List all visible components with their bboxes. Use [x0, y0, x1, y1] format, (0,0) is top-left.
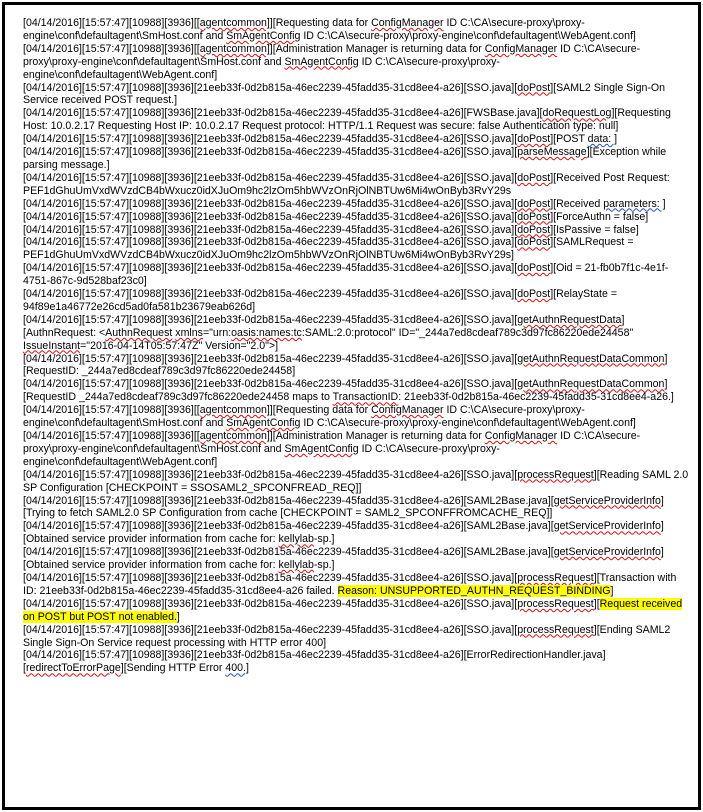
spellcheck-flagged-text: processRequest [517, 468, 594, 481]
spellcheck-flagged-text: xmlns [175, 326, 203, 339]
log-entry [23, 224, 691, 237]
log-text: [04/14/2016][15:57:47][10988][3936][21eeb33f-0d2b815a-46ec2239-45fadd35-31cd8ee4-a26][FWSBase.java][ [23, 107, 543, 120]
spellcheck-flagged-text: getAuthnRequestDataCommon [517, 352, 665, 365]
log-text: ID C:\CA\secure-proxy\proxy-engine\conf\defaultagent\SmHost.conf and [23, 430, 641, 455]
spellcheck-flagged-text: [[agentcommon]] [193, 17, 273, 29]
log-text: ][IsPassive = false] [550, 223, 639, 236]
spellcheck-flagged-text: doPost [517, 81, 551, 94]
log-text: ID C:\CA\secure-proxy\proxy-engine\conf\defaultagent\WebAgent.conf] [23, 442, 500, 468]
log-text: [04/14/2016][15:57:47][10988][3936][21eeb33f-0d2b815a-46ec2239-45fadd35-31cd8ee4-a26][SAML2Base.java][ [23, 546, 554, 559]
highlighted-text: Reason: UNSUPPORTED_AUTHN_REQUEST_BINDING [337, 584, 611, 597]
log-text: ][RequestID: _244a7ed8cdeaf789c3d97fc86220ede24458] [23, 352, 668, 378]
spellcheck-flagged-text: processRequest [517, 571, 594, 584]
log-text: [04/14/2016][15:57:47][10988][3936][21eeb33f-0d2b815a-46ec2239-45fadd35-31cd8ee4-a26][ErrorRedirectionHandler.java][ [23, 649, 606, 675]
log-entry [23, 598, 691, 624]
log-text: [04/14/2016][15:57:47][10988][3936][21eeb33f-0d2b815a-46ec2239-45fadd35-31cd8ee4-a26][SSO.java][ [23, 223, 518, 236]
spellcheck-flagged-text: getAuthnRequestData [517, 313, 622, 326]
log-entry [23, 172, 691, 198]
log-text: ][Sending HTTP Error [120, 662, 226, 675]
log-entry [23, 146, 691, 172]
log-text: ][ForceAuthn = false] [550, 210, 649, 223]
log-text: [04/14/2016][15:57:47][10988][3936][21eeb33f-0d2b815a-46ec2239-45fadd35-31cd8ee4-a26][SSO.java][ [23, 133, 518, 146]
spellcheck-flagged-text: getServiceProviderInfo [553, 494, 661, 507]
log-text: :SAML:2.0:protocol" ID="_244a7ed8cdeaf789c3d97fc86220ede24458" [301, 326, 634, 339]
log-entry [23, 495, 691, 521]
log-entry [23, 133, 691, 146]
grammar-flagged-text: 400.] [225, 662, 249, 675]
log-text: ID C:\CA\secure-proxy\proxy-engine\conf\defaultagent\WebAgent.conf] [23, 55, 500, 81]
log-entry [23, 624, 691, 650]
log-text: [04/14/2016][15:57:47][10988][3936] [23, 430, 194, 442]
log-text: ][POST [550, 133, 588, 146]
spellcheck-flagged-text: IssueInstant [23, 339, 81, 352]
log-entry [23, 198, 691, 211]
spellcheck-flagged-text: [[agentcommon]] [193, 430, 273, 442]
spellcheck-flagged-text: kellylab [278, 559, 314, 572]
log-text-body [23, 17, 691, 675]
grammar-flagged-text: data: ] [587, 133, 618, 146]
log-text: [04/14/2016][15:57:47][10988][3936][21eeb33f-0d2b815a-46ec2239-45fadd35-31cd8ee4-a26][SSO.java][ [23, 597, 518, 610]
log-text: ][SAML2 Single Sign-On Service received POST request.] [23, 81, 666, 107]
log-text: ][Ending SAML2 Single Sign-On Service request processing with HTTP error 400] [23, 623, 671, 649]
log-text: [04/14/2016][15:57:47][10988][3936][21eeb33f-0d2b815a-46ec2239-45fadd35-31cd8ee4-a26][SSO.java][ [23, 146, 518, 159]
log-entry [23, 236, 691, 262]
log-text: ][Obtained service provider information from cache for: [23, 546, 664, 572]
spellcheck-flagged-text: doPost [517, 210, 551, 223]
spellcheck-flagged-text: getAuthnRequestDataCommon [517, 378, 665, 391]
spellcheck-flagged-text: ConfigManager [371, 17, 444, 29]
log-entry [23, 17, 691, 43]
log-text: ][RequestID _244a7ed8cdeaf789c3d97fc86220ede24458 maps to [23, 378, 668, 404]
log-text: ID C:\CA\secure-proxy\proxy-engine\conf\defaultagent\WebAgent.conf] [300, 29, 636, 42]
log-text: [04/14/2016][15:57:47][10988][3936][21eeb33f-0d2b815a-46ec2239-45fadd35-31cd8ee4-a26][SSO.java][ [23, 378, 518, 391]
spellcheck-flagged-text: [[agentcommon]] [193, 404, 273, 417]
log-text: [04/14/2016][15:57:47][10988][3936][21eeb33f-0d2b815a-46ec2239-45fadd35-31cd8ee4-a26][SAML2Base.java][ [23, 494, 554, 507]
spellcheck-flagged-text: [[agentcommon]] [193, 42, 273, 55]
spellcheck-flagged-text: kellylab [278, 533, 314, 546]
log-text: [Administration Manager is returning data for [272, 42, 485, 55]
log-entry [23, 520, 691, 546]
spellcheck-flagged-text: getServiceProviderInfo [553, 520, 661, 533]
log-text: [04/14/2016][15:57:47][10988][3936] [23, 17, 194, 29]
log-text: [04/14/2016][15:57:47][10988][3936] [23, 404, 194, 417]
spellcheck-flagged-text: processRequest [517, 623, 594, 636]
log-text: [04/14/2016][15:57:47][10988][3936][21eeb33f-0d2b815a-46ec2239-45fadd35-31cd8ee4-a26][SSO.java][ [23, 81, 518, 94]
log-text: [04/14/2016][15:57:47][10988][3936] [23, 42, 194, 55]
spellcheck-flagged-text: parseMessage [517, 146, 587, 159]
log-text: [04/14/2016][15:57:47][10988][3936][21eeb33f-0d2b815a-46ec2239-45fadd35-31cd8ee4-a26][SSO.java][ [23, 197, 518, 210]
spellcheck-flagged-text: doPost [517, 262, 551, 275]
log-entry [23, 353, 691, 379]
log-text: ][AuthnRequest: < [23, 313, 625, 339]
log-text: [04/14/2016][15:57:47][10988][3936][21eeb33f-0d2b815a-46ec2239-45fadd35-31cd8ee4-a26][SSO.java][ [23, 623, 518, 636]
log-text: ="urn: [202, 326, 232, 339]
spellcheck-flagged-text: getServiceProviderInfo [553, 546, 661, 559]
log-text: ][Exception while parsing message.] [23, 146, 667, 171]
log-text: ][RelayState = 94f89e1a46772e26cd5ad0fa581b23679eab626d] [23, 288, 618, 313]
log-text: ][Requesting Host: 10.0.2.17 Requesting Host IP: 10.0.2.17 Request protocol: HTTP/1.1 Request was secure: false Authentication type: null] [23, 107, 671, 133]
log-text: [04/14/2016][15:57:47][10988][3936][21eeb33f-0d2b815a-46ec2239-45fadd35-31cd8ee4-a26][SSO.java][ [23, 313, 518, 326]
spellcheck-flagged-text: AuthnRequest [105, 326, 173, 339]
log-text: ][SAMLRequest = PEF1dGhuUmVxdWVzdCB4bWxucz0idXJuOm9hc2lzOm5hbWVzOnRjOlNBTUw6Mi4wOnByb3RvY29s] [23, 236, 634, 262]
spellcheck-flagged-text: doPost [517, 171, 551, 184]
spellcheck-flagged-text: doPost [517, 288, 551, 301]
log-text: [Administration Manager is returning data for [272, 430, 485, 442]
spellcheck-flagged-text: SmAgentConfig [284, 55, 359, 68]
spellcheck-flagged-text: SmAgentConfig [284, 442, 359, 455]
spellcheck-flagged-text: SmAgentConfig [226, 29, 301, 42]
spellcheck-flagged-text: doRequestLog [542, 107, 612, 120]
log-text: ] [610, 584, 614, 597]
spellcheck-flagged-text: ConfigManager [484, 430, 558, 442]
log-text: ][Reading SAML 2.0 SP Configuration [CHECKPOINT = SSOSAML2_SPCONFREAD_REQ]] [23, 468, 689, 494]
log-text: ID C:\CA\secure-proxy\proxy-engine\conf\defaultagent\WebAgent.conf] [300, 417, 636, 430]
log-text: ][Trying to fetch SAML2.0 SP Configuration from cache [CHECKPOINT = SAML2_SPCONFFROMCACHE_REQ]] [23, 494, 664, 520]
spellcheck-flagged-text: doPost [517, 197, 551, 210]
log-entry [23, 288, 691, 314]
log-entry [23, 314, 691, 353]
log-entry [23, 82, 691, 108]
spellcheck-flagged-text: oasis:names:tc [231, 326, 302, 339]
spellcheck-flagged-text: TransactionID [332, 391, 399, 404]
spellcheck-flagged-text: ConfigManager [484, 42, 558, 55]
log-entry [23, 43, 691, 82]
log-text: ID C:\CA\secure-proxy\proxy-engine\conf\defaultagent\SmHost.conf and [23, 404, 585, 430]
log-entry [23, 572, 691, 598]
log-text: ][Transaction with ID: 21eeb33f-0d2b815a-46ec2239-45fadd35-31cd8ee4-a26 failed. [23, 571, 677, 597]
spellcheck-flagged-text: doPost [517, 236, 551, 249]
log-text: ID C:\CA\secure-proxy\proxy-engine\conf\defaultagent\SmHost.conf and [23, 17, 585, 42]
highlighted-text: Request received on POST but POST not enabled. [23, 597, 683, 623]
log-text: ="2016-04-14T05:57:47Z" Version="2.0">] [80, 339, 279, 352]
log-entry [23, 211, 691, 224]
log-text: -sp.] [313, 533, 335, 546]
log-text: ID C:\CA\secure-proxy\proxy-engine\conf\defaultagent\SmHost.conf and [23, 42, 641, 68]
log-entry [23, 430, 691, 469]
log-text: ] [176, 610, 180, 623]
log-text: : 21eeb33f-0d2b815a-46ec2239-45fadd35-31cd8ee4-a26.] [398, 391, 674, 404]
log-text: [04/14/2016][15:57:47][10988][3936][21eeb33f-0d2b815a-46ec2239-45fadd35-31cd8ee4-a26][SSO.java][ [23, 288, 518, 301]
log-text: [Requesting data for [272, 404, 372, 417]
log-text: [04/14/2016][15:57:47][10988][3936][21eeb33f-0d2b815a-46ec2239-45fadd35-31cd8ee4-a26][SSO.java][ [23, 262, 518, 275]
log-entry [23, 107, 691, 133]
log-entry [23, 649, 691, 675]
document-frame [2, 2, 701, 810]
log-text: [04/14/2016][15:57:47][10988][3936][21eeb33f-0d2b815a-46ec2239-45fadd35-31cd8ee4-a26][SAML2Base.java][ [23, 520, 554, 533]
log-text: ][Oid = 21-fb0b7f1c-4e1f-4751-867c-9d528baf23c0] [23, 262, 669, 288]
log-entry [23, 469, 691, 495]
log-text: ][Obtained service provider information from cache for: [23, 520, 664, 546]
log-text: ][Received [550, 197, 604, 210]
log-text: ][ [593, 597, 600, 610]
log-text: [04/14/2016][15:57:47][10988][3936][21eeb33f-0d2b815a-46ec2239-45fadd35-31cd8ee4-a26][SSO.java][ [23, 571, 518, 584]
log-entry [23, 378, 691, 404]
spellcheck-flagged-text: SmAgentConfig [226, 417, 301, 430]
log-text: [04/14/2016][15:57:47][10988][3936][21eeb33f-0d2b815a-46ec2239-45fadd35-31cd8ee4-a26][SSO.java][ [23, 468, 518, 481]
log-entry [23, 546, 691, 572]
log-text: [04/14/2016][15:57:47][10988][3936][21eeb33f-0d2b815a-46ec2239-45fadd35-31cd8ee4-a26][SSO.java][ [23, 352, 518, 365]
spellcheck-flagged-text: doPost [517, 133, 551, 146]
log-text: [04/14/2016][15:57:47][10988][3936][21eeb33f-0d2b815a-46ec2239-45fadd35-31cd8ee4-a26][SSO.java][ [23, 171, 518, 184]
log-text: ][Received Post Request: PEF1dGhuUmVxdWVzdCB4bWxucz0idXJuOm9hc2lzOm5hbWVzOnRjOlNBTUw6Mi4wOnByb3RvY29s [23, 171, 670, 197]
spellcheck-flagged-text: ConfigManager [371, 404, 444, 417]
log-text: [04/14/2016][15:57:47][10988][3936][21eeb33f-0d2b815a-46ec2239-45fadd35-31cd8ee4-a26][SSO.java][ [23, 236, 518, 249]
log-entry [23, 262, 691, 288]
grammar-flagged-text: parameters: ] [603, 197, 666, 210]
spellcheck-flagged-text: processRequest [517, 597, 594, 610]
log-entry [23, 404, 691, 430]
log-text: [04/14/2016][15:57:47][10988][3936][21eeb33f-0d2b815a-46ec2239-45fadd35-31cd8ee4-a26][SSO.java][ [23, 210, 518, 223]
spellcheck-flagged-text: doPost [517, 223, 551, 236]
log-text: [Requesting data for [272, 17, 372, 29]
log-text: -sp.] [313, 559, 335, 572]
spellcheck-flagged-text: redirectToErrorPage [25, 662, 121, 675]
